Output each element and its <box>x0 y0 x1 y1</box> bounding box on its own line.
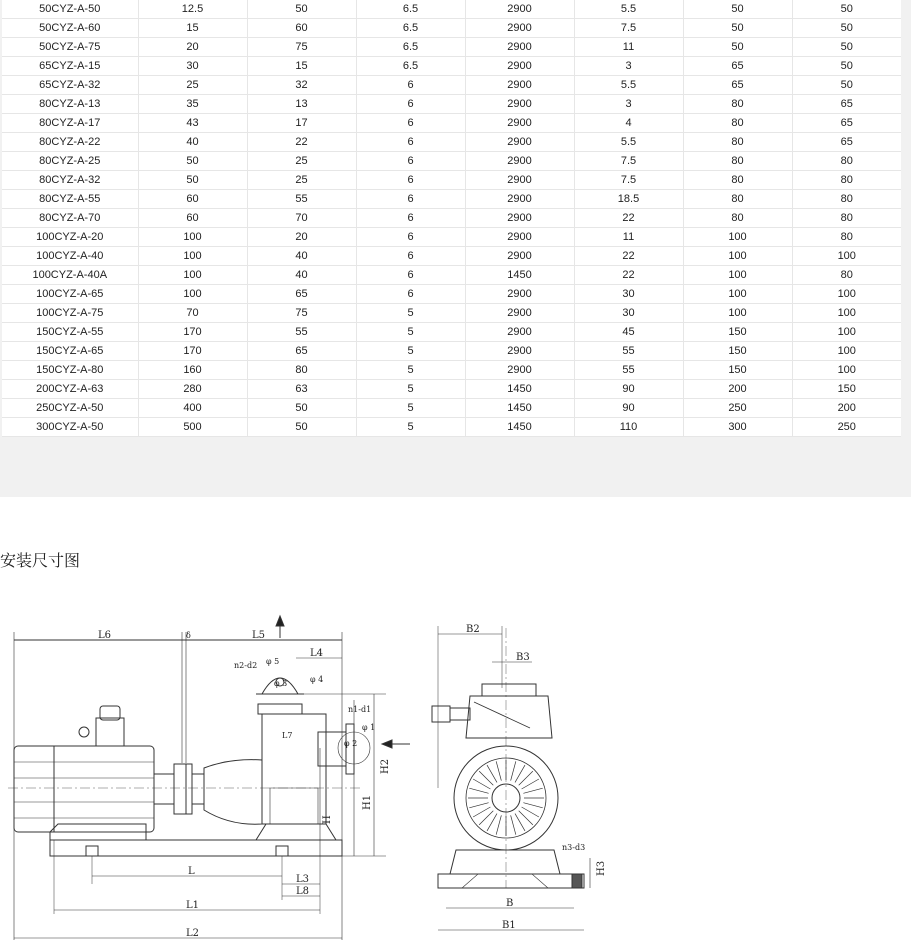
table-cell: 30 <box>574 304 683 323</box>
table-cell: 2900 <box>465 114 574 133</box>
coupling-half-2 <box>186 764 192 814</box>
table-cell: 25 <box>138 76 247 95</box>
table-cell: 200 <box>792 399 901 418</box>
table-cell: 80 <box>792 266 901 285</box>
table-cell: 90 <box>574 380 683 399</box>
label-phi1: φ 1 <box>362 723 376 732</box>
table-row <box>2 418 901 437</box>
table-cell: 7.5 <box>574 19 683 38</box>
table-row <box>2 133 901 152</box>
table-cell: 100 <box>683 247 792 266</box>
table-cell: 50 <box>247 0 356 19</box>
label-phi4: φ 4 <box>310 675 324 684</box>
table-cell: 70 <box>247 209 356 228</box>
inlet-flange <box>346 724 354 774</box>
table-cell: 25 <box>247 152 356 171</box>
table-cell: 15 <box>247 57 356 76</box>
table-cell: 2900 <box>465 171 574 190</box>
end-pipe-diagonal <box>474 702 530 728</box>
table-cell: 2900 <box>465 342 574 361</box>
table-cell: 80 <box>792 209 901 228</box>
table-cell: 2900 <box>465 38 574 57</box>
table-cell: 60 <box>138 209 247 228</box>
table-cell: 6 <box>356 76 465 95</box>
table-cell: 70 <box>138 304 247 323</box>
label-l1: L1 <box>186 900 200 911</box>
table-cell: 2900 <box>465 304 574 323</box>
table-cell: 100 <box>792 342 901 361</box>
table-cell: 100 <box>138 228 247 247</box>
label-phi5: φ 5 <box>266 657 280 666</box>
table-cell: 5 <box>356 399 465 418</box>
table-cell: 1450 <box>465 266 574 285</box>
table-cell: 150 <box>683 361 792 380</box>
table-cell: 40 <box>247 266 356 285</box>
table-cell: 2900 <box>465 228 574 247</box>
table-cell: 20 <box>138 38 247 57</box>
table-cell: 75 <box>247 38 356 57</box>
table-row <box>2 323 901 342</box>
table-cell: 5 <box>356 361 465 380</box>
table-row <box>2 209 901 228</box>
model-cell: 50CYZ-A-50 <box>2 0 138 19</box>
table-cell: 90 <box>574 399 683 418</box>
model-cell: 250CYZ-A-50 <box>2 399 138 418</box>
spec-table <box>2 0 901 437</box>
table-cell: 75 <box>247 304 356 323</box>
motor-fin-line <box>519 771 533 785</box>
table-cell: 100 <box>138 285 247 304</box>
table-cell: 280 <box>138 380 247 399</box>
label-l6: L6 <box>98 630 112 641</box>
motor-fin-line <box>479 771 493 785</box>
motor-fin-line <box>522 807 539 817</box>
end-pump-casing <box>466 696 552 738</box>
end-inlet-flange <box>432 706 450 722</box>
end-motor-foot <box>450 850 560 874</box>
table-row <box>2 0 901 19</box>
table-cell: 5 <box>356 304 465 323</box>
table-row <box>2 361 901 380</box>
table-row <box>2 228 901 247</box>
table-cell: 170 <box>138 323 247 342</box>
table-cell: 50 <box>792 57 901 76</box>
pump-casing <box>262 714 326 824</box>
table-cell: 100 <box>792 285 901 304</box>
table-cell: 50 <box>247 399 356 418</box>
label-n3d3: n3-d3 <box>562 843 586 852</box>
table-cell: 30 <box>574 285 683 304</box>
table-row <box>2 114 901 133</box>
table-cell: 65 <box>792 114 901 133</box>
table-row <box>2 57 901 76</box>
table-cell: 20 <box>247 228 356 247</box>
table-cell: 100 <box>792 247 901 266</box>
table-cell: 65 <box>792 95 901 114</box>
table-cell: 80 <box>792 152 901 171</box>
motor-fin-line <box>496 815 501 834</box>
motor-fin-line <box>511 761 516 780</box>
table-cell: 32 <box>247 76 356 95</box>
label-h3: H3 <box>596 860 607 876</box>
table-cell: 80 <box>683 133 792 152</box>
table-row <box>2 380 901 399</box>
pump-support <box>256 824 336 840</box>
table-cell: 22 <box>574 266 683 285</box>
table-cell: 1450 <box>465 399 574 418</box>
label-n2d2: n2-d2 <box>234 661 258 670</box>
table-cell: 400 <box>138 399 247 418</box>
table-cell: 80 <box>683 152 792 171</box>
model-cell: 80CYZ-A-55 <box>2 190 138 209</box>
table-row <box>2 38 901 57</box>
motor-fin-line <box>515 814 525 831</box>
table-cell: 30 <box>138 57 247 76</box>
model-cell: 80CYZ-A-32 <box>2 171 138 190</box>
table-cell: 5 <box>356 380 465 399</box>
table-cell: 80 <box>792 228 901 247</box>
model-cell: 65CYZ-A-15 <box>2 57 138 76</box>
anchor-bolt-right <box>276 846 288 856</box>
table-cell: 50 <box>792 19 901 38</box>
table-cell: 45 <box>574 323 683 342</box>
spec-table-body <box>2 0 901 437</box>
motor-fin-line <box>487 765 497 782</box>
table-row <box>2 247 901 266</box>
table-cell: 150 <box>683 323 792 342</box>
table-cell: 60 <box>247 19 356 38</box>
motor-shaft <box>154 774 174 804</box>
motor-fin-line <box>469 788 488 793</box>
table-cell: 50 <box>247 418 356 437</box>
table-cell: 6 <box>356 114 465 133</box>
table-cell: 15 <box>138 19 247 38</box>
table-row <box>2 190 901 209</box>
table-cell: 6 <box>356 266 465 285</box>
label-h: H <box>322 815 333 824</box>
table-row <box>2 399 901 418</box>
table-cell: 50 <box>792 76 901 95</box>
table-cell: 25 <box>247 171 356 190</box>
table-cell: 6 <box>356 95 465 114</box>
table-cell: 5 <box>356 418 465 437</box>
table-cell: 2900 <box>465 323 574 342</box>
table-cell: 2900 <box>465 76 574 95</box>
label-b2: B2 <box>466 624 480 635</box>
table-cell: 100 <box>683 228 792 247</box>
base-frame <box>50 840 342 856</box>
model-cell: 200CYZ-A-63 <box>2 380 138 399</box>
outlet-flange <box>258 704 302 714</box>
model-cell: 100CYZ-A-65 <box>2 285 138 304</box>
model-cell: 80CYZ-A-25 <box>2 152 138 171</box>
label-delta: δ <box>186 631 191 640</box>
table-cell: 170 <box>138 342 247 361</box>
table-cell: 5.5 <box>574 0 683 19</box>
table-cell: 60 <box>138 190 247 209</box>
table-cell: 50 <box>683 19 792 38</box>
table-cell: 65 <box>792 133 901 152</box>
table-cell: 500 <box>138 418 247 437</box>
label-h2: H2 <box>380 758 391 774</box>
pump-inner <box>270 788 318 824</box>
model-cell: 50CYZ-A-60 <box>2 19 138 38</box>
table-cell: 11 <box>574 38 683 57</box>
table-cell: 5 <box>356 342 465 361</box>
table-row <box>2 76 901 95</box>
table-cell: 6 <box>356 247 465 266</box>
table-cell: 50 <box>683 38 792 57</box>
table-cell: 1450 <box>465 380 574 399</box>
table-cell: 50 <box>683 0 792 19</box>
anchor-bolt-left <box>86 846 98 856</box>
motor-fin-line <box>511 815 516 834</box>
table-cell: 35 <box>138 95 247 114</box>
model-cell: 80CYZ-A-17 <box>2 114 138 133</box>
table-cell: 65 <box>683 76 792 95</box>
motor-fin-line <box>473 807 490 817</box>
label-l: L <box>188 866 195 877</box>
motor-fin-line <box>519 811 533 825</box>
table-cell: 2900 <box>465 361 574 380</box>
table-cell: 6.5 <box>356 57 465 76</box>
table-row <box>2 342 901 361</box>
motor-terminal-box <box>96 718 124 746</box>
table-cell: 300 <box>683 418 792 437</box>
table-cell: 11 <box>574 228 683 247</box>
label-b: B <box>506 898 514 909</box>
table-cell: 80 <box>683 190 792 209</box>
end-base-arch <box>462 874 548 888</box>
table-cell: 7.5 <box>574 152 683 171</box>
model-cell: 150CYZ-A-65 <box>2 342 138 361</box>
label-l7: L7 <box>282 731 293 740</box>
table-cell: 40 <box>247 247 356 266</box>
table-cell: 17 <box>247 114 356 133</box>
table-cell: 80 <box>683 209 792 228</box>
table-cell: 100 <box>683 266 792 285</box>
end-anchor <box>572 874 582 888</box>
table-row <box>2 171 901 190</box>
table-cell: 6 <box>356 228 465 247</box>
bearing-bracket <box>192 774 204 804</box>
model-cell: 80CYZ-A-22 <box>2 133 138 152</box>
table-cell: 5 <box>356 323 465 342</box>
table-cell: 12.5 <box>138 0 247 19</box>
table-row <box>2 152 901 171</box>
table-cell: 55 <box>247 323 356 342</box>
label-l4: L4 <box>310 648 324 659</box>
model-cell: 100CYZ-A-40 <box>2 247 138 266</box>
table-cell: 50 <box>138 152 247 171</box>
motor-fin-line <box>487 814 497 831</box>
table-cell: 6 <box>356 190 465 209</box>
installation-drawing <box>0 588 610 950</box>
outlet-arrow-head <box>276 616 284 626</box>
table-cell: 2900 <box>465 209 574 228</box>
table-cell: 80 <box>683 95 792 114</box>
label-l2: L2 <box>186 928 200 939</box>
model-cell: 150CYZ-A-55 <box>2 323 138 342</box>
pump-volute <box>204 760 262 825</box>
table-cell: 6 <box>356 285 465 304</box>
label-b3: B3 <box>516 652 530 663</box>
table-cell: 100 <box>792 361 901 380</box>
end-base <box>438 874 584 888</box>
label-phi2: φ 2 <box>344 739 358 748</box>
table-row <box>2 285 901 304</box>
motor-fin-line <box>523 803 542 808</box>
table-cell: 2900 <box>465 190 574 209</box>
model-cell: 100CYZ-A-75 <box>2 304 138 323</box>
table-cell: 4 <box>574 114 683 133</box>
table-cell: 160 <box>138 361 247 380</box>
label-l5: L5 <box>252 630 266 641</box>
model-cell: 300CYZ-A-50 <box>2 418 138 437</box>
motor-fin-line <box>496 761 501 780</box>
table-cell: 80 <box>247 361 356 380</box>
table-cell: 55 <box>574 361 683 380</box>
table-cell: 100 <box>138 247 247 266</box>
table-cell: 6.5 <box>356 0 465 19</box>
table-cell: 50 <box>792 38 901 57</box>
table-cell: 100 <box>683 304 792 323</box>
table-cell: 3 <box>574 57 683 76</box>
label-b1: B1 <box>502 920 516 931</box>
table-cell: 2900 <box>465 0 574 19</box>
table-cell: 110 <box>574 418 683 437</box>
motor-fin-line <box>473 779 490 789</box>
label-l3: L3 <box>296 874 310 885</box>
table-cell: 2900 <box>465 133 574 152</box>
table-cell: 5.5 <box>574 76 683 95</box>
motor-fin-line <box>523 788 542 793</box>
table-cell: 2900 <box>465 247 574 266</box>
lifting-eye <box>79 727 89 737</box>
table-cell: 6.5 <box>356 38 465 57</box>
table-cell: 18.5 <box>574 190 683 209</box>
table-cell: 22 <box>247 133 356 152</box>
table-cell: 63 <box>247 380 356 399</box>
table-row <box>2 266 901 285</box>
installation-drawing-svg <box>0 588 610 950</box>
table-cell: 80 <box>683 114 792 133</box>
coupling-half-1 <box>174 764 186 814</box>
model-cell: 100CYZ-A-20 <box>2 228 138 247</box>
table-cell: 50 <box>792 0 901 19</box>
table-row <box>2 19 901 38</box>
motor-fin-line <box>469 803 488 808</box>
table-cell: 100 <box>792 323 901 342</box>
table-cell: 6.5 <box>356 19 465 38</box>
section-title: 安装尺寸图 <box>0 551 81 570</box>
model-cell: 80CYZ-A-70 <box>2 209 138 228</box>
end-outlet-flange <box>482 684 536 696</box>
motor-fin-line <box>479 811 493 825</box>
motor-fin-line <box>515 765 525 782</box>
table-cell: 150 <box>792 380 901 399</box>
table-cell: 2900 <box>465 19 574 38</box>
table-cell: 2900 <box>465 152 574 171</box>
table-cell: 13 <box>247 95 356 114</box>
table-cell: 22 <box>574 247 683 266</box>
label-n1d1: n1-d1 <box>348 705 372 714</box>
table-cell: 1450 <box>465 418 574 437</box>
table-cell: 100 <box>683 285 792 304</box>
table-cell: 2900 <box>465 95 574 114</box>
table-cell: 150 <box>683 342 792 361</box>
model-cell: 65CYZ-A-32 <box>2 76 138 95</box>
table-cell: 6 <box>356 209 465 228</box>
label-l8: L8 <box>296 886 310 897</box>
table-cell: 100 <box>138 266 247 285</box>
model-cell: 80CYZ-A-13 <box>2 95 138 114</box>
motor-body <box>14 746 154 832</box>
table-cell: 43 <box>138 114 247 133</box>
table-cell: 22 <box>574 209 683 228</box>
table-cell: 2900 <box>465 57 574 76</box>
table-cell: 80 <box>792 171 901 190</box>
table-cell: 55 <box>574 342 683 361</box>
table-cell: 65 <box>683 57 792 76</box>
table-cell: 55 <box>247 190 356 209</box>
label-phi3: φ 3 <box>274 679 288 688</box>
table-row <box>2 304 901 323</box>
table-cell: 100 <box>792 304 901 323</box>
label-h1: H1 <box>362 794 373 810</box>
table-cell: 2900 <box>465 285 574 304</box>
model-cell: 50CYZ-A-75 <box>2 38 138 57</box>
table-cell: 6 <box>356 171 465 190</box>
end-inlet-pipe <box>450 708 470 720</box>
table-cell: 6 <box>356 133 465 152</box>
table-cell: 5.5 <box>574 133 683 152</box>
table-cell: 7.5 <box>574 171 683 190</box>
inlet-arrow-head <box>382 740 392 748</box>
table-cell: 40 <box>138 133 247 152</box>
table-cell: 80 <box>792 190 901 209</box>
table-row <box>2 95 901 114</box>
table-cell: 250 <box>792 418 901 437</box>
table-cell: 250 <box>683 399 792 418</box>
table-cell: 65 <box>247 342 356 361</box>
table-cell: 6 <box>356 152 465 171</box>
table-cell: 80 <box>683 171 792 190</box>
table-cell: 3 <box>574 95 683 114</box>
model-cell: 150CYZ-A-80 <box>2 361 138 380</box>
table-cell: 65 <box>247 285 356 304</box>
table-cell: 50 <box>138 171 247 190</box>
table-cell: 200 <box>683 380 792 399</box>
model-cell: 100CYZ-A-40A <box>2 266 138 285</box>
motor-fin-line <box>522 779 539 789</box>
